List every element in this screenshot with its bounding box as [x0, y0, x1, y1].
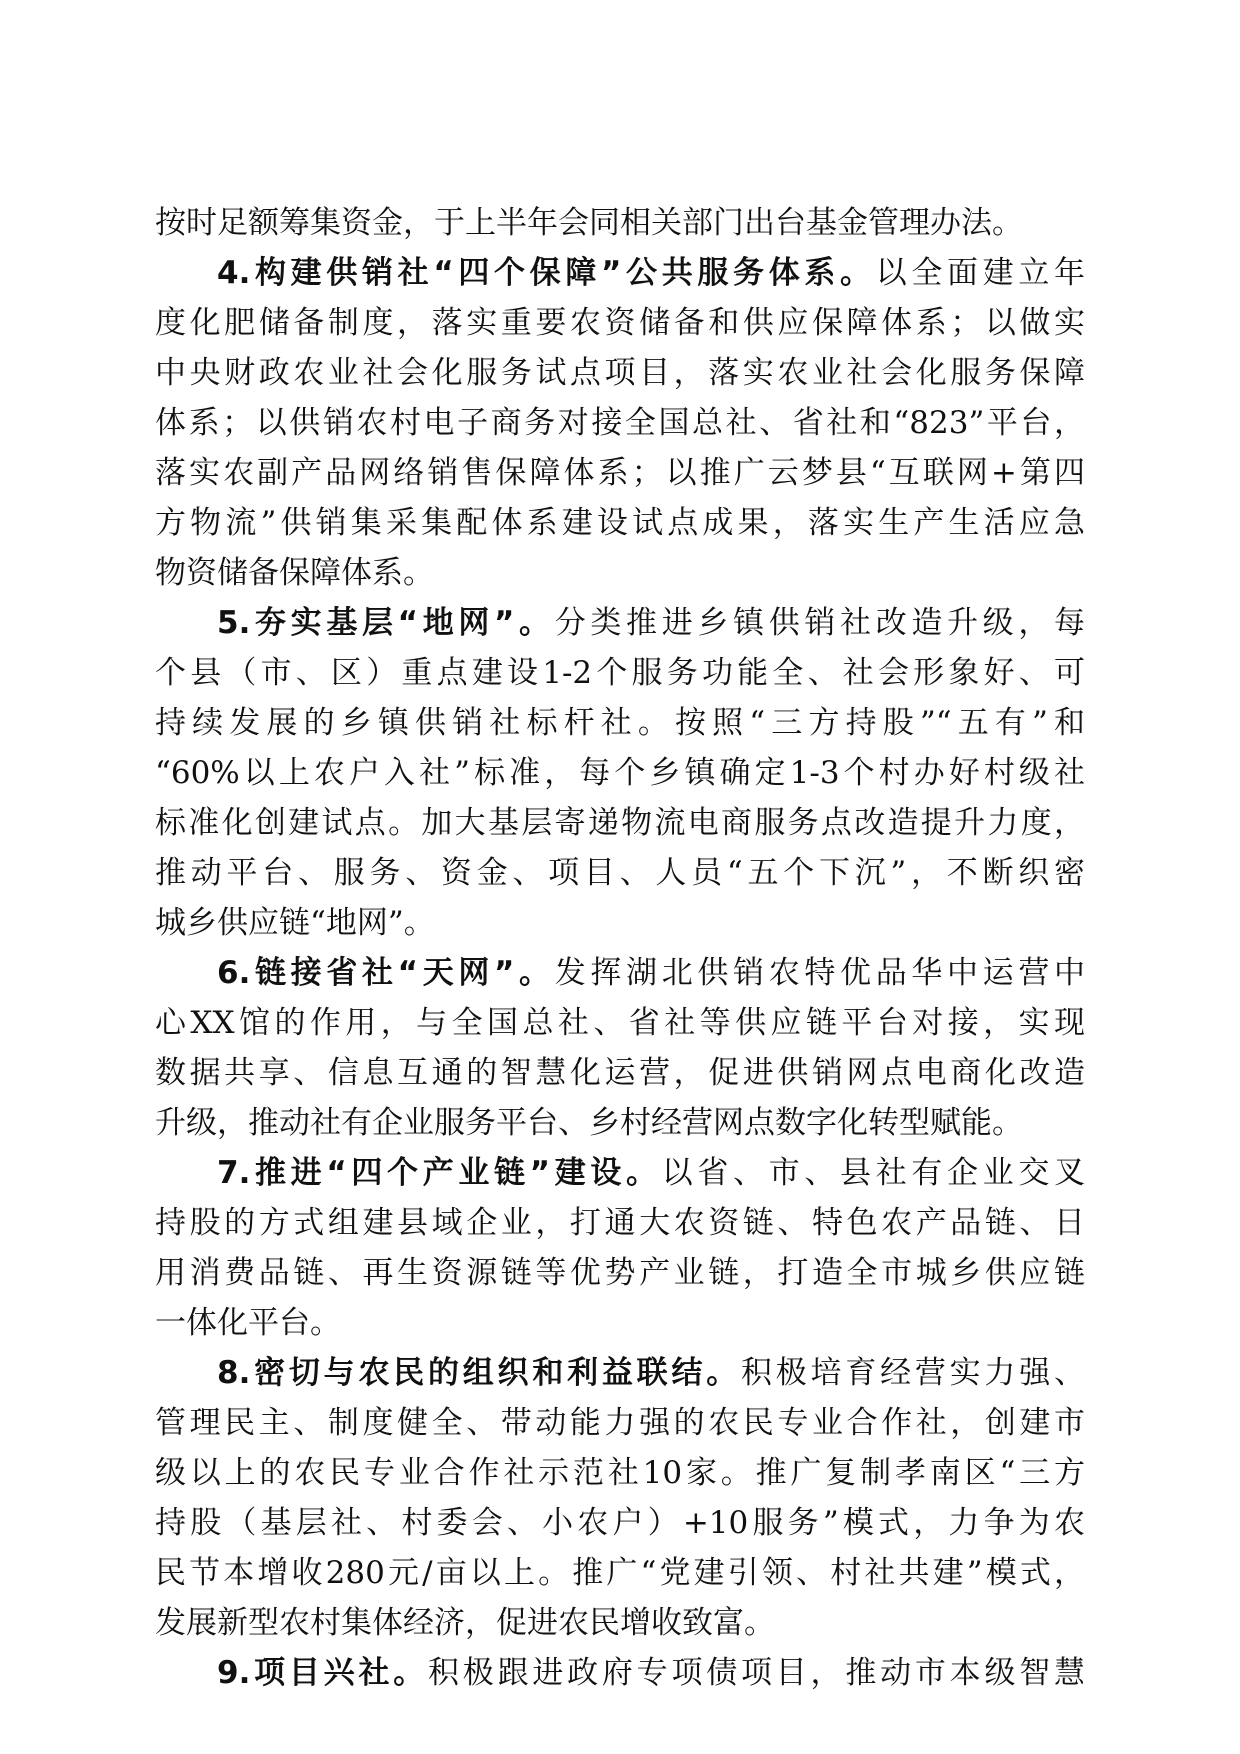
text-line: 城乡供应链“地网”。 [155, 905, 435, 941]
text-run: 发挥湖北供销农特优品华中运营中 [554, 955, 1086, 991]
text-run: 分类推进乡镇供销社改造升级，每 [554, 605, 1086, 641]
text-line: 个县（市、区）重点建设1-2个服务功能全、社会形象好、可 [155, 655, 1085, 691]
section-heading-9: 9.项目兴社。 [217, 1655, 429, 1691]
text-line: 标准化创建试点。加大基层寄递物流电商服务点改造提升力度， [155, 805, 1085, 841]
paragraph-4-first-line [155, 248, 1085, 298]
paragraph-7-first-line [155, 1148, 1085, 1198]
text-line: 用消费品链、再生资源链等优势产业链，打造全市城乡供应链 [155, 1255, 1085, 1291]
text-line: 推动平台、服务、资金、项目、人员“五个下沉”，不断织密 [155, 855, 1085, 891]
section-heading-8: 8.密切与农民的组织和利益联结。 [217, 1355, 741, 1391]
text-line: 发展新型农村集体经济，促进农民增收致富。 [155, 1605, 775, 1641]
text-run: 积极跟进政府专项债项目，推动市本级智慧 [428, 1655, 1085, 1691]
text-run: 以省、市、县社有企业交叉 [661, 1155, 1086, 1191]
text-line: 一体化平台。 [155, 1305, 341, 1341]
text-line: 持股的方式组建县域企业，打通大农资链、特色农产品链、日 [155, 1205, 1085, 1241]
paragraph-5-first-line [155, 598, 1085, 648]
text-run: 以全面建立年 [875, 255, 1086, 291]
text-line: 度化肥储备制度，落实重要农资储备和供应保障体系；以做实 [155, 305, 1085, 341]
text-line: 按时足额筹集资金，于上半年会同相关部门出台基金管理办法。 [155, 205, 1023, 241]
paragraph-6-first-line [155, 948, 1085, 998]
section-heading-6: 6.链接省社“天网”。 [217, 955, 555, 991]
paragraph-8-first-line [155, 1348, 1085, 1398]
text-line: 数据共享、信息互通的智慧化运营，促进供销网点电商化改造 [155, 1055, 1085, 1091]
text-line: 中央财政农业社会化服务试点项目，落实农业社会化服务保障 [155, 355, 1085, 391]
text-line: 升级，推动社有企业服务平台、乡村经营网点数字化转型赋能。 [155, 1105, 1023, 1141]
text-line: 心XX馆的作用，与全国总社、省社等供应链平台对接，实现 [155, 1005, 1085, 1041]
text-line: 管理民主、制度健全、带动能力强的农民专业合作社，创建市 [155, 1405, 1085, 1441]
text-line: 方物流”供销集采集配体系建设试点成果，落实生产生活应急 [155, 505, 1085, 541]
section-heading-5: 5.夯实基层“地网”。 [217, 605, 555, 641]
text-line: 落实农副产品网络销售保障体系；以推广云梦县“互联网+第四 [155, 455, 1085, 491]
section-heading-4: 4.构建供销社“四个保障”公共服务体系。 [217, 255, 876, 291]
section-heading-7: 7.推进“四个产业链”建设。 [217, 1155, 662, 1191]
text-line: 物资储备保障体系。 [155, 555, 434, 591]
text-line: 体系；以供销农村电子商务对接全国总社、省社和“823”平台， [155, 405, 1085, 441]
text-line: 民节本增收280元/亩以上。推广“党建引领、村社共建”模式， [155, 1555, 1085, 1591]
paragraph-9-first-line [155, 1648, 1085, 1698]
text-line: 持股（基层社、村委会、小农户）+10服务”模式，力争为农 [155, 1505, 1085, 1541]
text-line: 级以上的农民专业合作社示范社10家。推广复制孝南区“三方 [155, 1455, 1085, 1491]
text-run: 积极培育经营实力强、 [741, 1355, 1085, 1391]
text-line: 持续发展的乡镇供销社标杆社。按照“三方持股”“五有”和 [155, 705, 1085, 741]
text-line: “60%以上农户入社”标准，每个乡镇确定1-3个村办好村级社 [155, 755, 1085, 791]
document-page [155, 198, 1085, 1698]
